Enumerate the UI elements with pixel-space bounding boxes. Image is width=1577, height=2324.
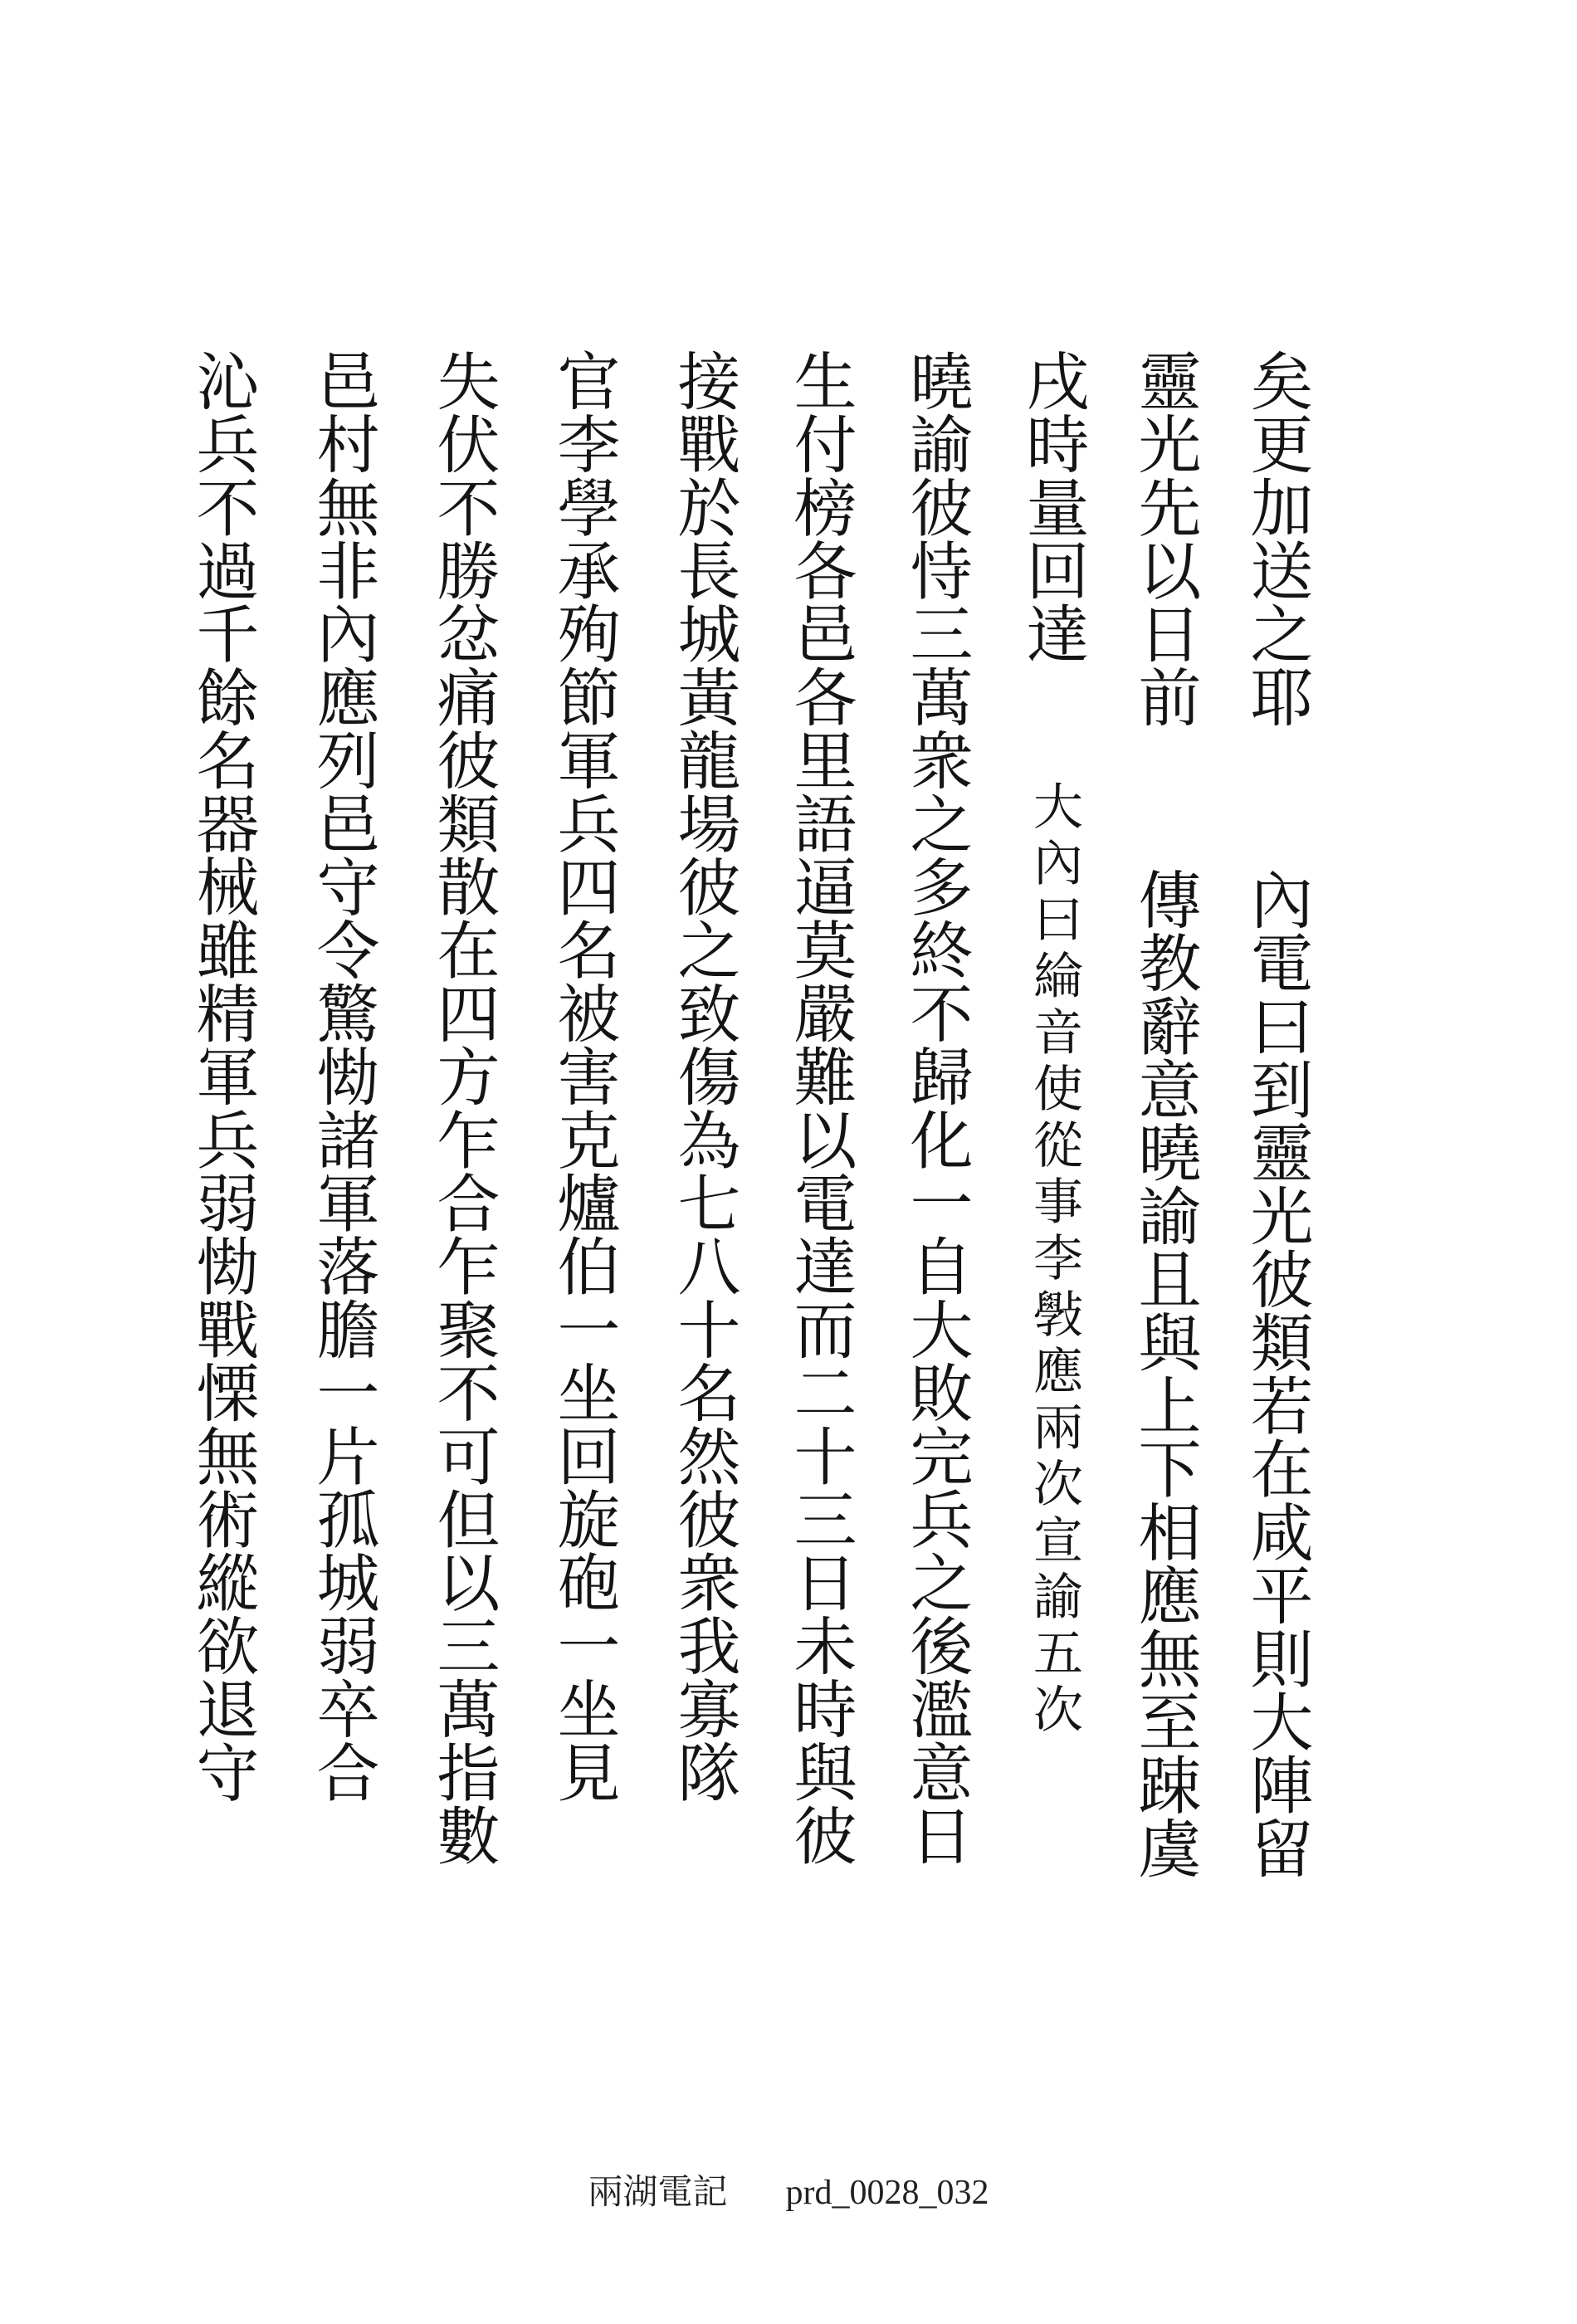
text-column-1: 矣更加送之耶 (1240, 349, 1314, 729)
text-column-4: 傳教辭意曉諭且與上下相應無至踈虞 (1128, 867, 1202, 1880)
text-column-8: 生付榜各邑各里語逼莫嚴難以電達而二十三日未時與彼 (784, 349, 857, 1867)
text-column-11: 失伏不勝忿痛彼類散在四方乍合乍聚不可但以三萬指數 (427, 349, 500, 1867)
text-column-2: 內電曰到靈光彼類若在咸平則大陣留 (1240, 867, 1314, 1880)
text-column-7: 曉諭彼恃三萬衆之多終不歸化一自大敗完兵之後濫意日 (900, 349, 974, 1867)
text-column-12: 邑村無非內應列邑守令驚㤼諸軍落膽一片孤城弱卒合 (306, 349, 380, 1804)
footer-title: 兩湖電記 (588, 2174, 728, 2212)
text-column-13: 沁兵不過千餘名器械雖精軍兵弱㤼戰慄無術縱欲退守 (186, 349, 260, 1804)
footer-code: prd_0028_032 (785, 2174, 989, 2212)
text-column-3: 靈光先以日前 (1128, 349, 1202, 729)
text-column-5: 戌時量回達 (1016, 349, 1090, 665)
page-footer (0, 2165, 1577, 2214)
text-column-10: 官李學承殉節軍兵四名被害克爐伯一坐回旋砲一坐見 (547, 349, 621, 1804)
text-column-9: 接戰於長城黃龍場彼之致傷為七八十名然彼衆我寡隊 (667, 349, 741, 1804)
text-column-6: 大內曰綸音使從事李斅應兩次宣諭五次 (1025, 780, 1083, 1740)
